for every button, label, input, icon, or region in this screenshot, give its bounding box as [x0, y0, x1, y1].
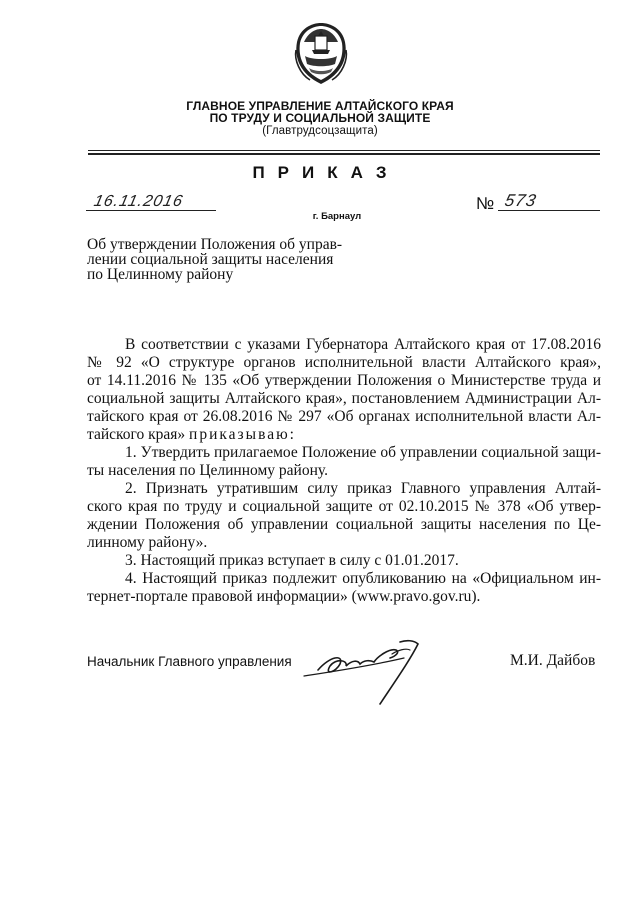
subject-line: лении социальной защиты населения: [87, 251, 334, 268]
body-item-4: 4. Настоящий приказ подлежит опубликованию на «Официальном ин-: [125, 570, 601, 587]
decree-word: приказываю:: [189, 426, 296, 443]
coat-of-arms-emblem: [290, 20, 352, 88]
body-line: тернет-портале правовой информации» (www.pravo.gov.ru).: [87, 588, 481, 605]
city-label: г. Барнаул: [312, 211, 362, 222]
body-line: ты населения по Целинному району.: [87, 462, 328, 479]
org-short-name: (Главтрудсоцзащита): [262, 125, 378, 137]
signer-position: Начальник Главного управления: [87, 654, 292, 669]
subject-line: по Целинному району: [87, 266, 234, 283]
body-line: социальной защиты Алтайского края», постановлением Администрации Ал-: [87, 390, 601, 407]
body-line-text: тайского края»: [87, 426, 186, 443]
handwritten-date: 16.11.2016: [92, 193, 185, 210]
body-item-2: 2. Признать утратившим силу приказ Главного управления Алтай-: [125, 480, 601, 497]
number-label: №: [476, 194, 495, 213]
handwritten-number: 573: [503, 191, 539, 210]
org-name-line-2: ПО ТРУДУ И СОЦИАЛЬНОЙ ЗАЩИТЕ: [209, 111, 431, 125]
header-divider-thick: [88, 153, 600, 155]
body-line: ждении Положения об управлении социальной защиты населения по Це-: [87, 516, 601, 533]
document-body: [87, 336, 601, 606]
body-line: № 92 «О структуре органов исполнительной власти Алтайского края»,: [87, 354, 601, 371]
body-line: тайского края от 26.08.2016 № 297 «Об органах исполнительной власти Ал-: [87, 408, 601, 425]
org-name-line-1: ГЛАВНОЕ УПРАВЛЕНИЕ АЛТАЙСКОГО КРАЯ: [186, 99, 454, 113]
body-item-3: 3. Настоящий приказ вступает в силу с 01.01.2017.: [125, 552, 459, 569]
body-line-with-decree-word: [87, 426, 601, 444]
body-line: В соответствии с указами Губернатора Алтайского края от 17.08.2016: [125, 336, 601, 353]
handwritten-signature: [300, 620, 440, 710]
body-item-1: 1. Утвердить прилагаемое Положение об управлении социальной защи-: [125, 444, 601, 461]
body-line: линному району».: [87, 534, 208, 551]
document-title: ПРИКАЗ: [252, 163, 400, 182]
signer-name: М.И. Дайбов: [510, 652, 596, 669]
body-line: от 14.11.2016 № 135 «Об утверждении Положения о Министерстве труда и: [87, 372, 601, 389]
subject-line: Об утверждении Положения об управ-: [87, 236, 343, 253]
header-divider: [88, 150, 600, 151]
body-line: ского края по труду и социальной защите от 02.10.2015 № 378 «Об утвер-: [87, 498, 601, 515]
document-subject: [87, 237, 357, 282]
